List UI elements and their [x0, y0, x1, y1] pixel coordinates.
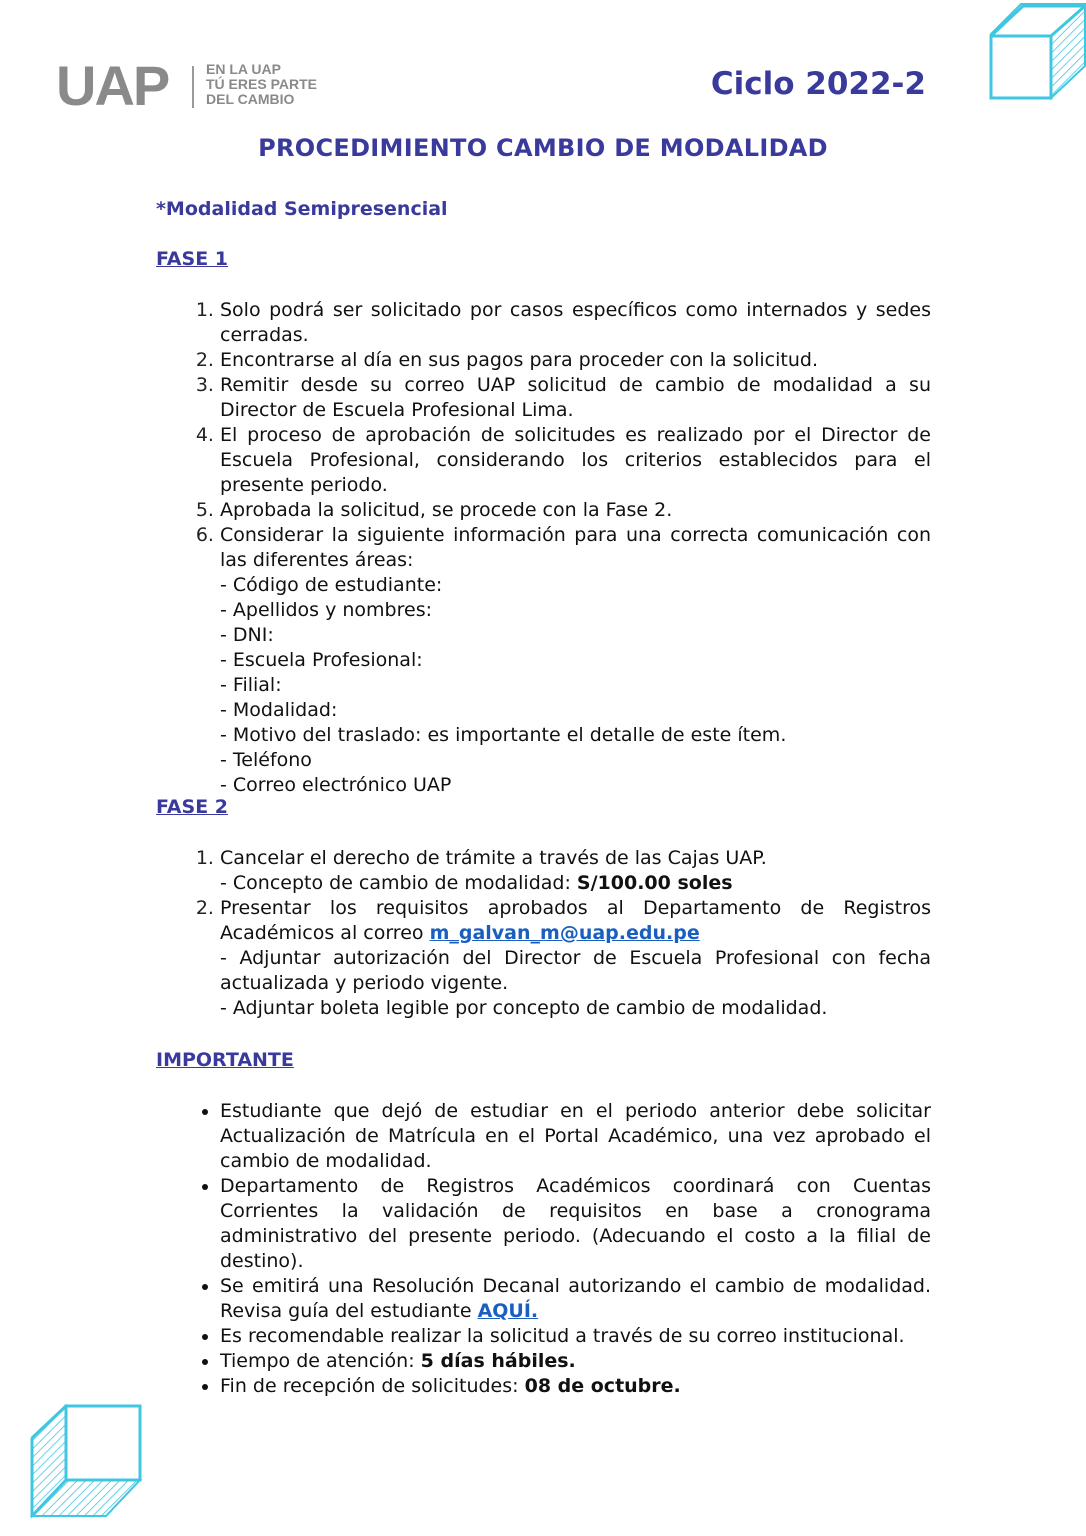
attention-time: 5 días hábiles. [420, 1350, 576, 1372]
info-field: - Escuela Profesional: [220, 649, 423, 671]
fee-label: - Concepto de cambio de modalidad: [220, 872, 577, 894]
info-field: - Teléfono [220, 749, 312, 771]
info-field: - Apellidos y nombres: [220, 599, 433, 621]
fase2-fee-line [220, 871, 931, 896]
importante-bullet: • Departamento de Registros Académicos coordinará con Cuentas Corrientes la validación de requisitos en base a cronograma administrativo del presente periodo. (Adecuando el costo a la filial de destino). [220, 1174, 931, 1274]
fase1-item: 4. El proceso de aprobación de solicitudes es realizado por el Director de Escuela Profesional, considerando los criterios establecidos para el presente periodo. [220, 423, 931, 498]
fase1-list-container [156, 298, 931, 798]
fase2-item-text: Cancelar el derecho de trámite a través de las Cajas UAP. [220, 847, 767, 869]
email-link[interactable]: m_galvan_m@uap.edu.pe [429, 922, 700, 944]
fase1-item-info [220, 523, 931, 798]
fase2-item [220, 896, 931, 1021]
guide-link[interactable]: AQUÍ. [477, 1300, 539, 1322]
importante-bullet [220, 1374, 931, 1399]
bullet-label: Tiempo de atención: [220, 1350, 421, 1372]
importante-bullet [220, 1349, 931, 1374]
logo-tagline [206, 62, 317, 107]
fase1-item: 5. Aprobada la solicitud, se procede con la Fase 2. [220, 498, 931, 523]
uap-logo: UAP [56, 54, 169, 117]
page-title: PROCEDIMIENTO CAMBIO DE MODALIDAD [258, 134, 828, 162]
bullet-label: Fin de recepción de solicitudes: [220, 1375, 525, 1397]
importante-bullet [220, 1274, 931, 1324]
fase2-list [156, 846, 931, 1021]
deadline-date: 08 de octubre. [524, 1375, 681, 1397]
fase2-heading: FASE 2 [156, 796, 229, 818]
cube-decoration-top-right [985, 0, 1086, 100]
fase1-list [156, 298, 931, 798]
cube-decoration-bottom-left [28, 1402, 144, 1522]
bullet-text: Se emitirá una Resolución Decanal autorizando el cambio de modalidad. Revisa guía del estudiante [220, 1275, 931, 1322]
info-field: - Motivo del traslado: es importante el detalle de este ítem. [220, 724, 787, 746]
importante-bullet: • Estudiante que dejó de estudiar en el periodo anterior debe solicitar Actualización de Matrícula en el Portal Académico, una vez aprobado el cambio de modalidad. [220, 1099, 931, 1174]
info-field: - Correo electrónico UAP [220, 774, 452, 796]
cycle-label: Ciclo 2022-2 [710, 66, 926, 102]
importante-heading: IMPORTANTE [156, 1049, 294, 1071]
importante-list [156, 1099, 931, 1399]
tagline-line-2: TÚ ERES PARTE [206, 76, 317, 92]
fase1-item: 1. Solo podrá ser solicitado por casos específicos como internados y sedes cerradas. [220, 298, 931, 348]
tagline-line-3: DEL CAMBIO [206, 91, 295, 107]
fase1-item: 3. Remitir desde su correo UAP solicitud de cambio de modalidad a su Director de Escuela Profesional Lima. [220, 373, 931, 423]
fase2-requirement: - Adjuntar autorización del Director de Escuela Profesional con fecha actualizada y periodo vigente. [220, 947, 931, 994]
info-field: - Modalidad: [220, 699, 338, 721]
tagline-line-1: EN LA UAP [206, 61, 281, 77]
fase2-requirement: - Adjuntar boleta legible por concepto de cambio de modalidad. [220, 997, 828, 1019]
fase2-item [220, 846, 931, 896]
fase1-heading: FASE 1 [156, 248, 229, 270]
importante-list-container [156, 1099, 931, 1399]
fase1-item-text: Considerar la siguiente información para una correcta comunicación con las diferentes áreas: [220, 524, 931, 571]
fase2-item-text: Presentar los requisitos aprobados al Departamento de Registros Académicos al correo [220, 897, 931, 944]
modality-subtitle: *Modalidad Semipresencial [156, 198, 448, 220]
fee-value: S/100.00 soles [576, 872, 733, 894]
fase1-item: 2. Encontrarse al día en sus pagos para proceder con la solicitud. [220, 348, 931, 373]
info-field: - Código de estudiante: [220, 574, 443, 596]
info-field: - Filial: [220, 674, 282, 696]
logo-divider [192, 66, 194, 108]
importante-bullet: • Es recomendable realizar la solicitud a través de su correo institucional. [220, 1324, 931, 1349]
info-field: - DNI: [220, 624, 274, 646]
fase2-list-container [156, 846, 931, 1021]
